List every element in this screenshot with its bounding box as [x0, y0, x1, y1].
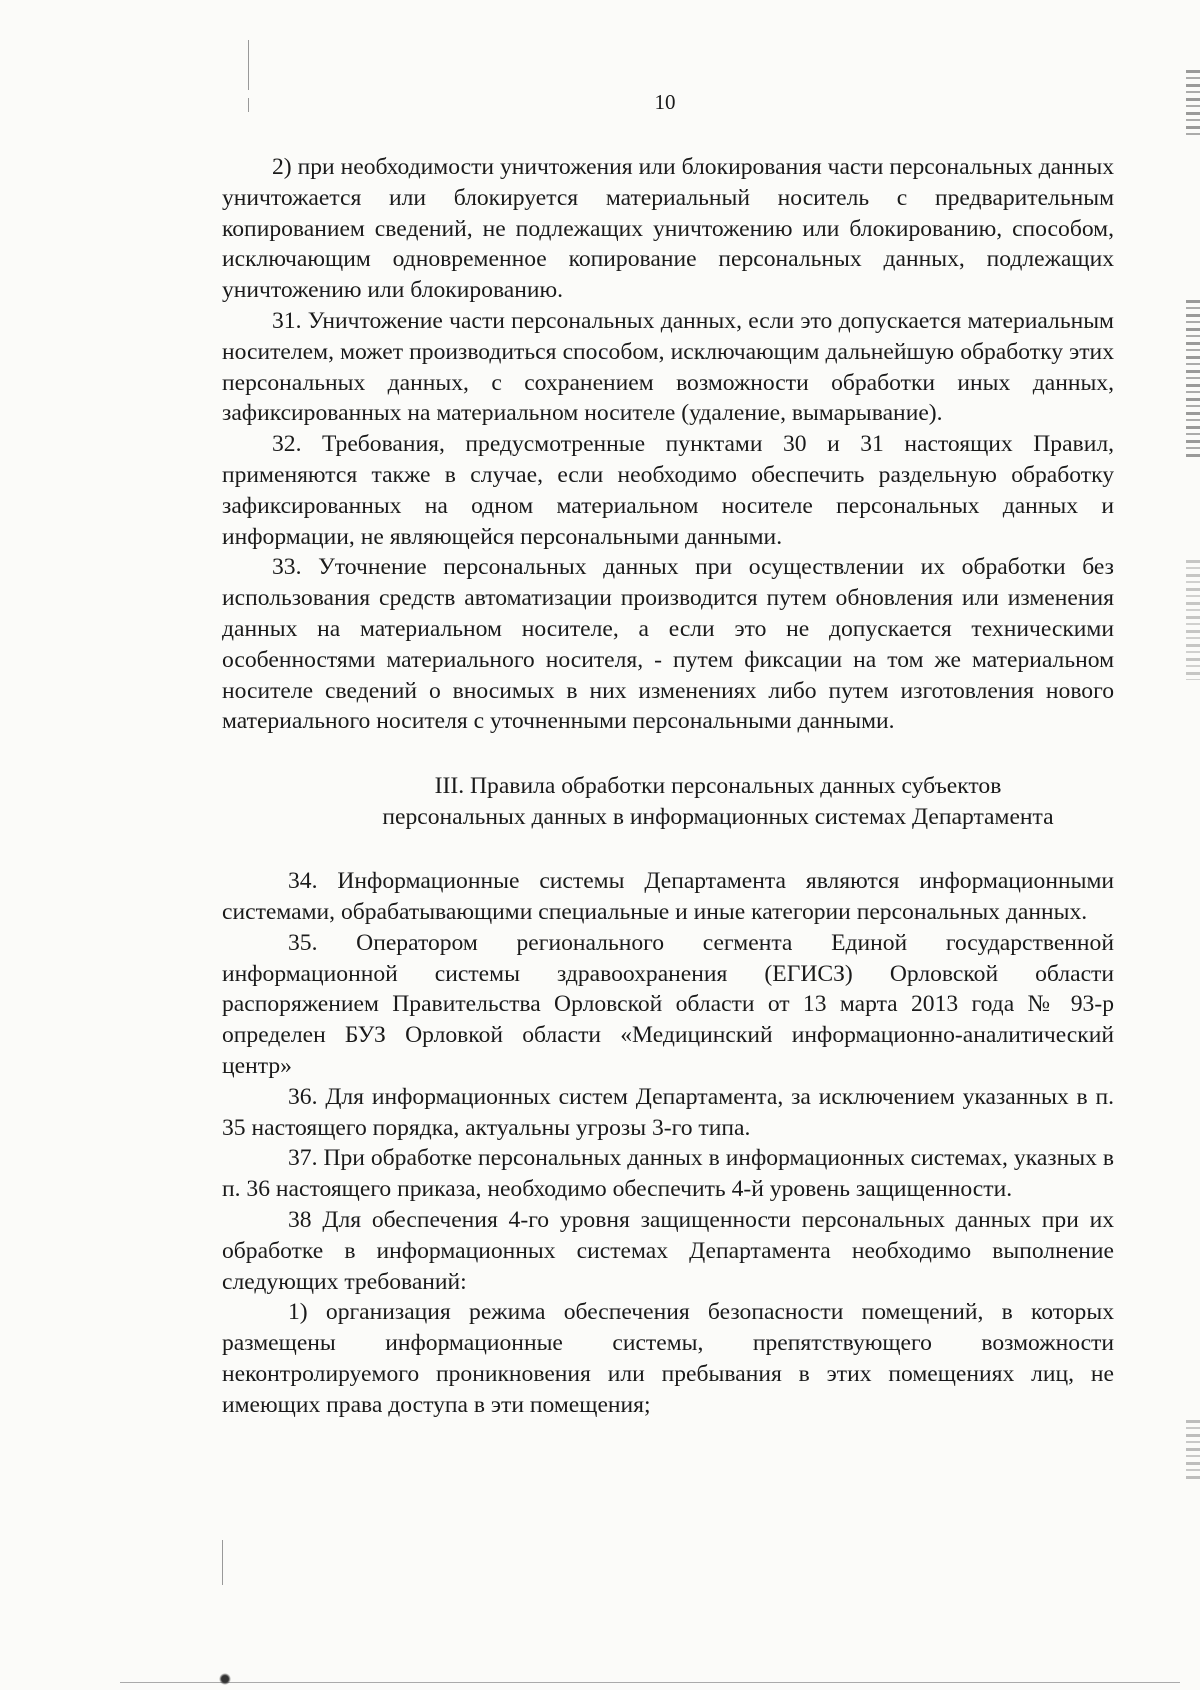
page-number: 10 [654, 90, 676, 114]
paragraph-item-2: 2) при необходимости уничтожения или блокирования части персональных данных уничтожается или блокируется материальный носитель с предварительным копированием сведений, не подлежащих уничтожению или блокированию, способом, исключающим одновременное копирование персональных данных, подлежащих уничтожению или блокированию. [222, 154, 1114, 304]
section-heading-line-1: III. Правила обработки персональных данных субъектов [434, 773, 1002, 800]
paragraph-38-item-1: 1) организация режима обеспечения безопасности помещений, в которых размещены информационные системы, препятствующего возможности неконтролируемого проникновения или пребывания в этих помещениях лиц, не имеющих права доступа в эти помещения; [222, 1299, 1114, 1418]
scan-ink-blot [218, 1672, 232, 1686]
document-body [222, 152, 1114, 1420]
section-heading-line-2: персональных данных в информационных системах Департамента [382, 804, 1054, 831]
scan-bottom-edge [120, 1682, 1180, 1683]
paragraph-38: 38 Для обеспечения 4-го уровня защищенности персональных данных при их обработке в информационных системах Департамента необходимо выполнение следующих требований: [222, 1206, 1114, 1295]
scan-edge-artifact [1186, 300, 1200, 460]
scan-margin-mark [248, 40, 249, 90]
scan-margin-mark [222, 1540, 223, 1585]
paragraph-32: 32. Требования, предусмотренные пунктами 30 и 31 настоящих Правил, применяются также в случае, если необходимо обеспечить раздельную обработку зафиксированных на одном материальном носителе персональных данных и информации, не являющейся персональными данными. [222, 431, 1114, 550]
paragraph-35: 35. Оператором регионального сегмента Единой государственной информационной системы здравоохранения (ЕГИСЗ) Орловской области распоряжением Правительства Орловской области от 13 марта 2013 года № 93-р определен БУЗ Орловкой области «Медицинский информационно-аналитический центр» [222, 929, 1114, 1079]
paragraph-31: 31. Уничтожение части персональных данных, если это допускается материальным носителем, может производиться способом, исключающим дальнейшую обработку этих персональных данных, с сохранением возможности обработки иных данных, зафиксированных на материальном носителе (удаление, вымарывание). [222, 307, 1114, 427]
paragraph-36: 36. Для информационных систем Департамента, за исключением указанных в п. 35 настоящего порядка, актуальны угрозы 3-го типа. [222, 1083, 1114, 1141]
paragraph-33: 33. Уточнение персональных данных при осуществлении их обработки без использования средств автоматизации производится путем обновления или изменения данных на материальном носителе, а если это не допускается техническими особенностями материального носителя, - путем фиксации на том же материальном носителе сведений о вносимых в них изменениях либо путем изготовления нового материального носителя с уточненными персональными данными. [222, 554, 1114, 735]
section-heading [222, 771, 1114, 833]
paragraph-34: 34. Информационные системы Департамента являются информационными системами, обрабатывающими специальные и иные категории персональных данных. [222, 868, 1114, 925]
scan-edge-artifact [1186, 1420, 1200, 1480]
paragraph-37: 37. При обработке персональных данных в информационных системах, указных в п. 36 настоящего приказа, необходимо обеспечить 4-й уровень защищенности. [222, 1145, 1114, 1203]
scan-edge-artifact [1186, 560, 1200, 680]
